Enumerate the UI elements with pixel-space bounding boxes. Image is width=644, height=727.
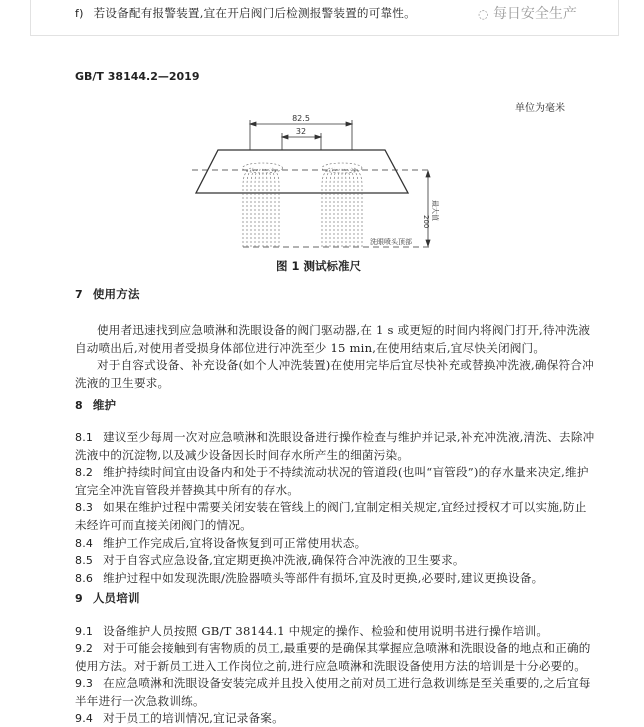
- section-heading: [75, 397, 116, 414]
- line-text: 使用者迅速找到应急喷淋和洗眼设备的阀门驱动器,在 1 s 或更短的时间内将阀门打开,待冲洗液: [97, 323, 590, 337]
- clause-line: [75, 517, 252, 533]
- clause-number: 8.2: [75, 466, 93, 479]
- water-stream: [344, 168, 346, 247]
- clause-line: [75, 482, 299, 498]
- section-heading: [75, 286, 140, 303]
- paragraph-line: [75, 340, 545, 356]
- clause-line: [75, 570, 543, 587]
- clause-number: 8.5: [75, 554, 93, 567]
- clause-number: 9.3: [75, 677, 93, 690]
- water-stream: [330, 168, 335, 247]
- clause-line: [75, 658, 586, 674]
- unit-note: 单位为毫米: [515, 99, 565, 114]
- clause-line: [75, 675, 591, 692]
- line-text: 在应急喷淋和洗眼设备安装完成并且投入使用之前对员工进行急救训练是至关重要的,之后宜每: [103, 676, 590, 690]
- line-text: 自动喷出后,对使用者受损身体部位进行冲洗至少 15 min,在使用结束后,宜尽快关闭阀门。: [75, 341, 545, 355]
- line-text: 洗液中的沉淀物,以及减少设备因长时间存水所产生的细菌污染。: [75, 448, 409, 462]
- line-text: 对于员工的培训情况,宜记录备案。: [103, 711, 284, 725]
- list-marker: f): [75, 7, 84, 20]
- nozzle-top-label: 洗眼喷头顶部: [370, 237, 412, 246]
- paragraph-line: [97, 357, 594, 373]
- section-title: 人员培训: [93, 591, 140, 605]
- clause-line: [75, 623, 548, 640]
- line-text: 建议至少每周一次对应急喷淋和洗眼设备进行操作检查与维护并记录,补充冲洗液,清洗、去除冲: [103, 430, 594, 444]
- clause-line: [75, 710, 284, 727]
- watermark-text: 每日安全生产: [493, 6, 577, 22]
- line-text: 未经许可而直接关闭阀门的情况。: [75, 518, 252, 532]
- section-title: 使用方法: [93, 287, 140, 301]
- water-stream: [334, 168, 337, 247]
- line-text: 设备维护人员按照 GB/T 38144.1 中规定的操作、检验和使用说明书进行操作培训。: [103, 624, 548, 638]
- gauge-plate: [196, 150, 408, 193]
- spray-pattern: [243, 163, 283, 173]
- section-number: 7: [75, 288, 83, 301]
- section-title: 维护: [93, 398, 116, 412]
- clause-line: [75, 499, 587, 516]
- clause-line: [75, 464, 589, 481]
- dim-inner: 32: [296, 127, 306, 136]
- dim-outer: 82.5: [292, 114, 310, 123]
- standard-id: GB/T 38144.2—2019: [75, 70, 199, 83]
- water-stream: [247, 168, 253, 247]
- water-stream: [272, 168, 279, 247]
- paragraph-line: [97, 322, 590, 338]
- water-stream: [270, 168, 275, 247]
- line-text: 对于自容式设备、补充设备(如个人冲洗装置)在使用完毕后宜尽快补充或替换冲洗液,确保符合冲: [97, 358, 594, 372]
- clause-line: [75, 693, 205, 709]
- paragraph-line: [75, 375, 169, 391]
- water-stream: [251, 168, 256, 247]
- spray-pattern: [322, 163, 362, 173]
- line-text: 如果在维护过程中需要关闭安装在管线上的阀门,宜制定相关规定,宜经过授权才可以实施,防止: [103, 500, 586, 514]
- clause-line: [75, 429, 594, 446]
- line-text: 使用方法。对于新员工进入工作岗位之前,进行应急喷淋和洗眼设备使用方法的培训是十分必要的。: [75, 659, 586, 673]
- clause-number: 9.1: [75, 625, 93, 638]
- clause-line: [75, 640, 591, 657]
- dim-height-note: 最大值: [431, 200, 440, 221]
- line-text: 对于可能会接触到有害物质的员工,最重要的是确保其掌握应急喷淋和洗眼设备的地点和正确的: [103, 641, 590, 655]
- water-stream: [259, 168, 260, 247]
- water-stream: [322, 168, 330, 247]
- dim-height: 200: [422, 215, 430, 228]
- water-stream: [352, 168, 358, 247]
- clause-line: [75, 552, 465, 569]
- figure-test-gauge: [0, 0, 644, 260]
- clause-number: 8.6: [75, 572, 93, 585]
- line-text: 宜完全冲洗盲管段并替换其中所有的存水。: [75, 483, 299, 497]
- section-number: 8: [75, 399, 83, 412]
- section-number: 9: [75, 592, 83, 605]
- clause-number: 9.2: [75, 642, 93, 655]
- water-stream: [326, 168, 332, 247]
- water-stream: [268, 168, 271, 247]
- clause-line: [75, 535, 366, 552]
- clause-number: 8.3: [75, 501, 93, 514]
- wechat-icon: ◌: [478, 7, 488, 21]
- clause-number: 9.4: [75, 712, 93, 725]
- water-stream: [354, 168, 362, 247]
- line-text: 维护持续时间宜由设备内和处于不持续流动状况的管道段(也叫“盲管段”)的存水量来决定,维护: [103, 465, 589, 479]
- line-text: 维护过程中如发现洗眼/洗脸器喷头等部件有损坏,宜及时更换,必要时,建议更换设备。: [103, 571, 543, 585]
- line-text: 维护工作完成后,宜将设备恢复到可正常使用状态。: [103, 536, 366, 550]
- line-text: 洗液的卫生要求。: [75, 376, 169, 390]
- clause-number: 8.4: [75, 537, 93, 550]
- clause-number: 8.1: [75, 431, 93, 444]
- figure-caption: 图 1 测试标准尺: [276, 258, 361, 274]
- line-text: 半年进行一次急救训练。: [75, 694, 205, 708]
- water-stream: [347, 168, 350, 247]
- section-heading: [75, 590, 140, 607]
- list-text: 若设备配有报警装置,宜在开启阀门后检测报警装置的可靠性。: [94, 6, 416, 20]
- water-stream: [243, 168, 251, 247]
- water-stream: [338, 168, 340, 247]
- line-text: 对于自容式应急设备,宜定期更换冲洗液,确保符合冲洗液的卫生要求。: [103, 553, 465, 567]
- clause-line: [75, 447, 409, 463]
- water-stream: [255, 168, 258, 247]
- water-stream: [265, 168, 267, 247]
- water-stream: [349, 168, 354, 247]
